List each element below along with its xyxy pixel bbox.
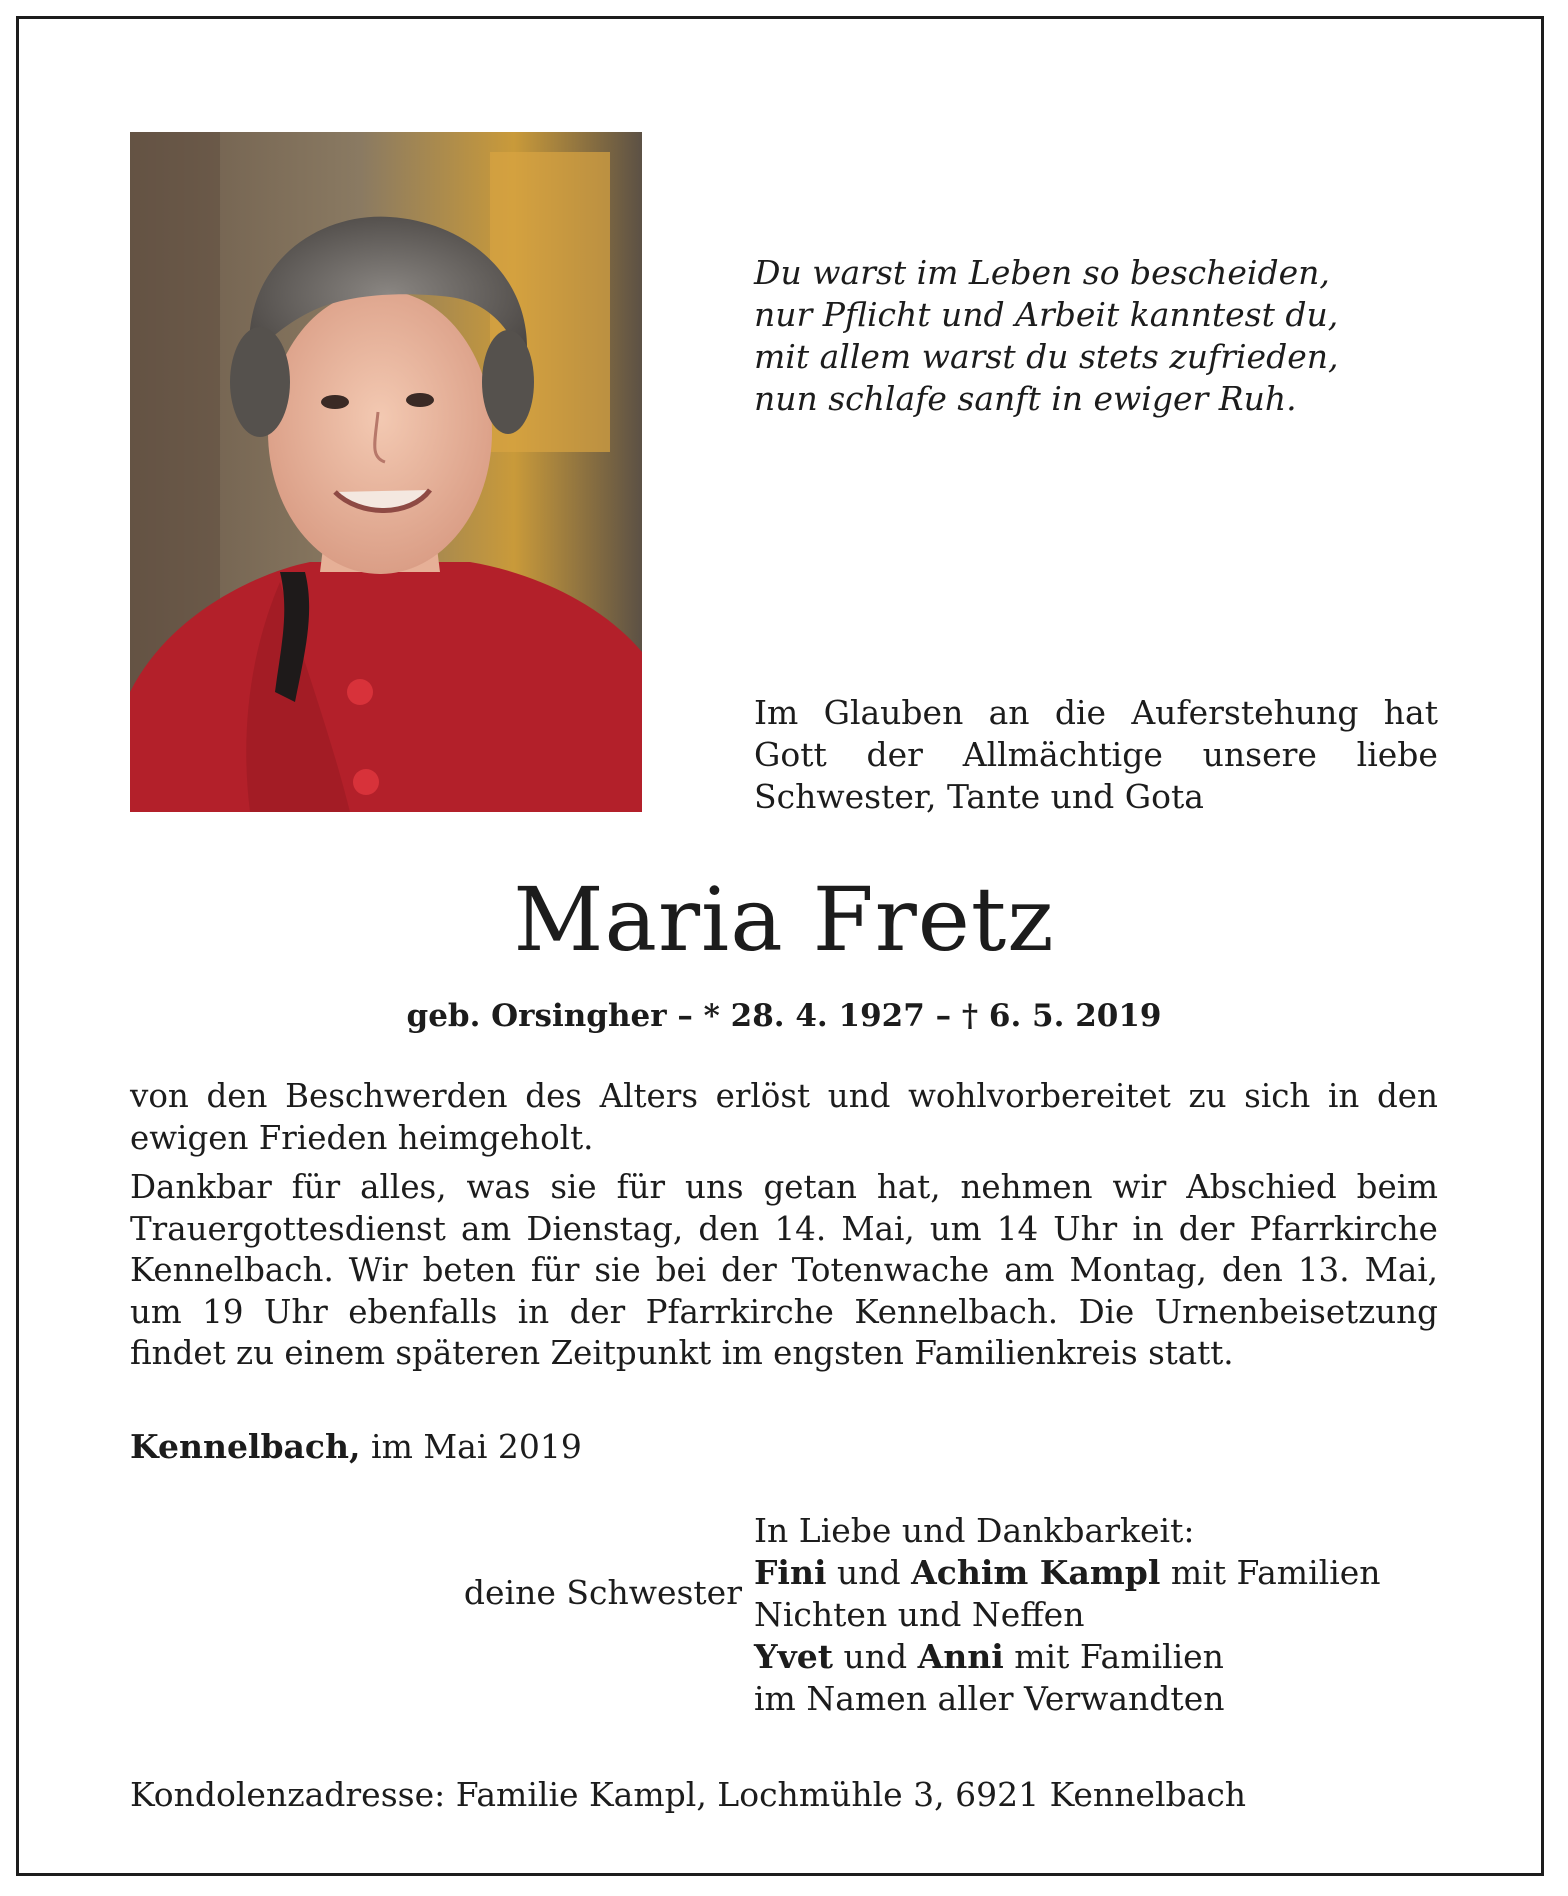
word: Alters xyxy=(599,1077,698,1115)
word: hat xyxy=(1383,693,1438,732)
word: Mai, xyxy=(841,1209,915,1248)
signature-line xyxy=(754,1636,1381,1678)
word: Die xyxy=(1078,1292,1135,1331)
word: Glauben xyxy=(823,693,964,732)
word: für xyxy=(530,1251,580,1289)
signatures xyxy=(754,1510,1381,1720)
word: um xyxy=(130,1292,182,1331)
poem xyxy=(754,252,1474,420)
connector: und xyxy=(843,1637,908,1676)
signature-line: Nichten und Neffen xyxy=(754,1595,1085,1634)
word: der xyxy=(721,1251,777,1289)
word: wir xyxy=(1112,1168,1167,1206)
word: liebe xyxy=(1356,735,1438,774)
word: Kennelbach. xyxy=(854,1292,1059,1331)
intro-text xyxy=(754,692,1438,818)
word: erlöst xyxy=(715,1077,811,1115)
word: Montag, xyxy=(1069,1251,1207,1289)
word: was xyxy=(466,1168,531,1206)
word: Uhr xyxy=(263,1292,328,1331)
word: sich xyxy=(1244,1077,1311,1115)
word: Wir xyxy=(348,1251,408,1289)
word: 19 xyxy=(202,1292,244,1331)
word: Pfarrkirche xyxy=(645,1292,834,1331)
word: uns xyxy=(685,1168,744,1206)
body-line: findet zu einem späteren Zeitpunkt im engsten Familienkreis statt. xyxy=(130,1334,1234,1372)
body-line xyxy=(130,1076,1438,1118)
word: Dienstag, xyxy=(526,1209,684,1248)
word: und xyxy=(827,1077,891,1115)
signature-suffix: mit Familien xyxy=(1014,1637,1224,1676)
signatory-name: Achim Kampl xyxy=(911,1553,1161,1592)
intro-line-1 xyxy=(754,692,1438,734)
word: wohlvorbereitet xyxy=(908,1077,1171,1115)
word: Im xyxy=(754,693,799,732)
word: Abschied xyxy=(1186,1168,1337,1206)
word: am xyxy=(460,1209,512,1248)
portrait-photo xyxy=(130,132,642,812)
intro-line-3: Schwester, Tante und Gota xyxy=(754,777,1204,816)
word: Kennelbach. xyxy=(130,1251,334,1289)
signature-lead: deine Schwester xyxy=(463,1573,742,1612)
word: Dankbar xyxy=(130,1168,272,1206)
announcement-body xyxy=(130,1076,1438,1375)
word: sie xyxy=(550,1168,597,1206)
word: in xyxy=(1132,1209,1164,1248)
word: der xyxy=(569,1292,626,1331)
poem-line: nun schlafe sanft in ewiger Ruh. xyxy=(754,379,1297,418)
connector: und xyxy=(837,1553,901,1592)
word: nehmen xyxy=(960,1168,1093,1206)
word: beten xyxy=(422,1251,516,1289)
word: des xyxy=(525,1077,582,1115)
word: in xyxy=(1328,1077,1360,1115)
body-line xyxy=(130,1292,1438,1334)
word: in xyxy=(517,1292,550,1331)
word: Allmächtige xyxy=(962,735,1163,774)
signatory-name: Anni xyxy=(917,1637,1004,1676)
word: getan xyxy=(763,1168,857,1206)
body-line xyxy=(130,1167,1438,1209)
body-line xyxy=(130,1209,1438,1251)
word: den xyxy=(206,1077,268,1115)
word: ebenfalls xyxy=(348,1292,498,1331)
word: Mai, xyxy=(1364,1251,1438,1289)
intro-line-2 xyxy=(754,734,1438,776)
signature-line xyxy=(754,1552,1381,1594)
word: 14 xyxy=(996,1209,1039,1248)
word: an xyxy=(988,693,1030,732)
word: den xyxy=(1376,1077,1438,1115)
word: für xyxy=(616,1168,666,1206)
signature-suffix: mit Familien xyxy=(1170,1553,1381,1592)
body-line xyxy=(130,1250,1438,1292)
poem-line: nur Pflicht und Arbeit kanntest du, xyxy=(754,295,1339,334)
word: für xyxy=(291,1168,341,1206)
word: 13. xyxy=(1297,1251,1350,1289)
word: Beschwerden xyxy=(285,1077,508,1115)
word: der xyxy=(1178,1209,1235,1248)
place-date-text: im Mai 2019 xyxy=(371,1427,582,1466)
word: der xyxy=(866,735,923,774)
word: Totenwache xyxy=(791,1251,990,1289)
word: um xyxy=(929,1209,982,1248)
word: Auferstehung xyxy=(1131,693,1359,732)
signatory-name: Fini xyxy=(754,1553,827,1592)
body-line: ewigen Frieden heimgeholt. xyxy=(130,1118,594,1157)
word: zu xyxy=(1188,1077,1227,1115)
word: 14. xyxy=(774,1209,827,1248)
word: hat, xyxy=(876,1168,941,1206)
word: von xyxy=(130,1077,189,1115)
condolence-address: Kondolenzadresse: Familie Kampl, Lochmühle 3, 6921 Kennelbach xyxy=(130,1775,1247,1814)
word: Gott xyxy=(754,735,827,774)
signatory-name: Yvet xyxy=(754,1637,833,1676)
deceased-name: Maria Fretz xyxy=(513,868,1055,971)
word: unsere xyxy=(1202,735,1317,774)
word: Trauergottesdienst xyxy=(130,1209,446,1248)
word: sie xyxy=(594,1251,641,1289)
word: beim xyxy=(1356,1168,1438,1206)
word: Uhr xyxy=(1053,1209,1118,1248)
word: den xyxy=(1221,1251,1283,1289)
poem-line: mit allem warst du stets zufrieden, xyxy=(754,337,1339,376)
word: bei xyxy=(655,1251,707,1289)
place-city: Kennelbach, xyxy=(130,1427,361,1466)
word: am xyxy=(1004,1251,1055,1289)
signature-heading: In Liebe und Dankbarkeit: xyxy=(754,1511,1195,1550)
word: Urnenbeisetzung xyxy=(1154,1292,1438,1331)
birth-death-line: geb. Orsingher – * 28. 4. 1927 – † 6. 5. 2019 xyxy=(406,998,1162,1034)
word: Pfarrkirche xyxy=(1249,1209,1438,1248)
signature-line: im Namen aller Verwandten xyxy=(754,1679,1225,1718)
place-date xyxy=(130,1426,582,1468)
word: den xyxy=(698,1209,760,1248)
paragraph-gap xyxy=(130,1159,1438,1167)
word: alles, xyxy=(360,1168,447,1206)
word: die xyxy=(1054,693,1107,732)
poem-line: Du warst im Leben so bescheiden, xyxy=(754,253,1330,292)
